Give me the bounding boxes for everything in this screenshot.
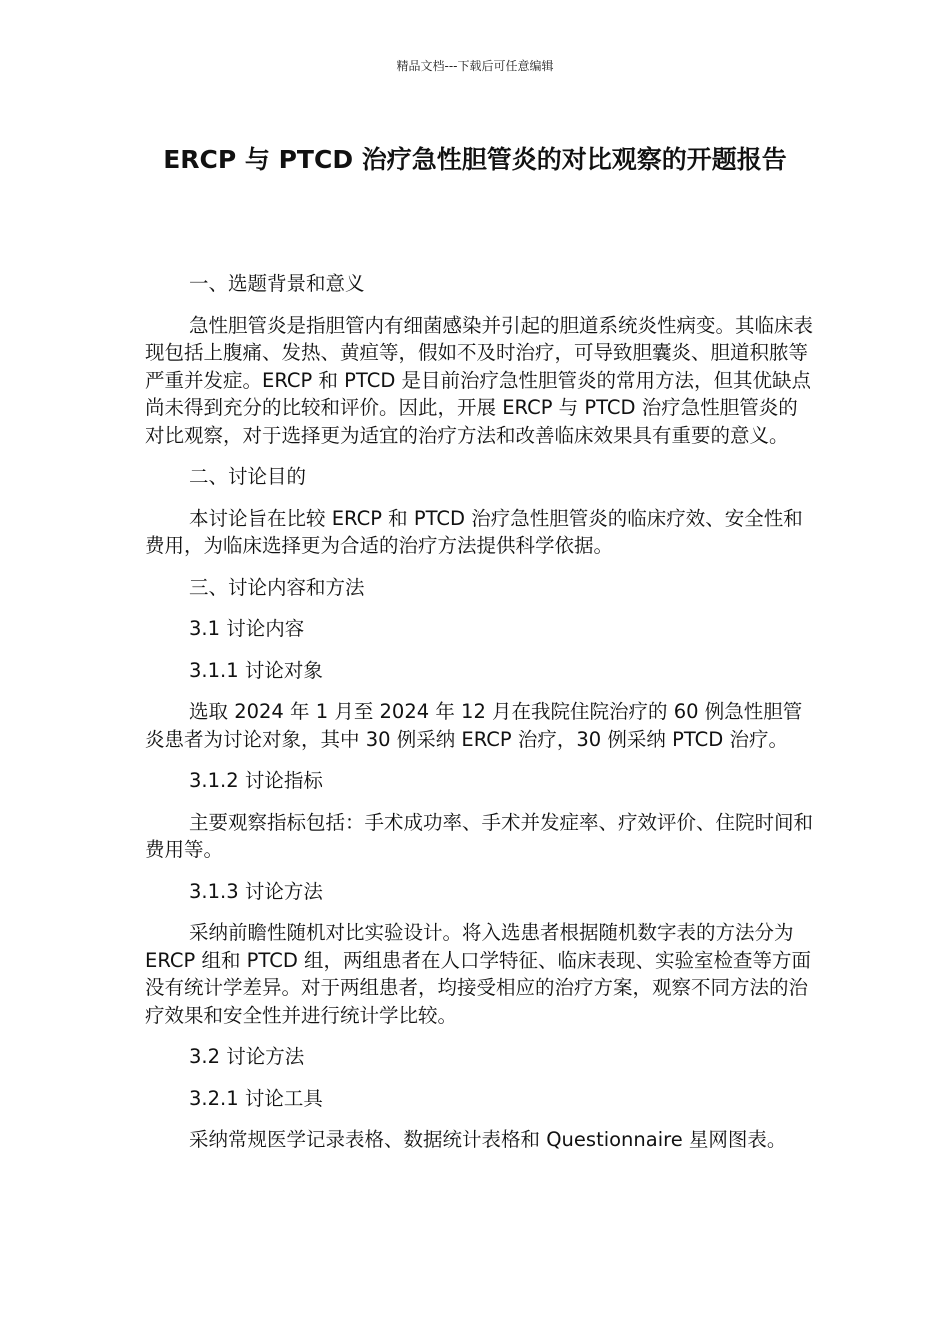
page-header-note: 精品文档---下载后可任意编辑 xyxy=(396,59,554,73)
subsection-heading-tools: 3.2.1 讨论工具 xyxy=(189,1086,323,1110)
subsection-heading-indicators: 3.1.2 讨论指标 xyxy=(189,769,323,792)
paragraph-method: 采纳前瞻性随机对比实验设计。将入选患者根据随机数字表的方法分为 ERCP 组和 PTCD 组，两组患者在人口学特征、临床表现、实验室检查等方面没有统计学差异。对于两组患者，均接受相应的治疗方案，观察不同方法的治疗效果和安全性并进行统计学比较。 xyxy=(145,921,812,1027)
document-title: ERCP 与 PTCD 治疗急性胆管炎的对比观察的开题报告 xyxy=(163,145,787,174)
subsection-heading-content: 3.1 讨论内容 xyxy=(189,617,305,640)
section-heading-purpose: 二、讨论目的 xyxy=(189,465,307,488)
subsection-heading-method: 3.1.3 讨论方法 xyxy=(189,879,323,903)
paragraph-subjects: 选取 2024 年 1 月至 2024 年 12 月在我院住院治疗的 60 例急性胆管炎患者为讨论对象，其中 30 例采纳 ERCP 治疗，30 例采纳 PTCD 治疗。 xyxy=(145,700,803,751)
section-heading-background: 一、选题背景和意义 xyxy=(189,272,365,295)
subsection-heading-subjects: 3.1.1 讨论对象 xyxy=(189,658,323,682)
paragraph-indicators: 主要观察指标包括：手术成功率、手术并发症率、疗效评价、住院时间和费用等。 xyxy=(145,810,814,861)
subsection-heading-methods: 3.2 讨论方法 xyxy=(189,1045,305,1068)
paragraph-tools: 采纳常规医学记录表格、数据统计表格和 Questionnaire 星网图表。 xyxy=(189,1128,787,1151)
document-body xyxy=(145,270,815,1168)
section-heading-content-methods: 三、讨论内容和方法 xyxy=(189,575,365,599)
paragraph-background: 急性胆管炎是指胆管内有细菌感染并引起的胆道系统炎性病变。其临床表现包括上腹痛、发热、黄疸等，假如不及时治疗，可导致胆囊炎、胆道积脓等严重并发症。ERCP 和 PTCD 是目前治疗急性胆管炎的常用方法，但其优缺点尚未得到充分的比较和评价。因此，开展 ERCP 与 PTCD 治疗急性胆管炎的对比观察，对于选择更为适宜的治疗方法和改善临床效果具有重要的意义。 xyxy=(145,313,814,447)
paragraph-purpose: 本讨论旨在比较 ERCP 和 PTCD 治疗急性胆管炎的临床疗效、安全性和费用，为临床选择更为合适的治疗方法提供科学依据。 xyxy=(145,506,803,557)
